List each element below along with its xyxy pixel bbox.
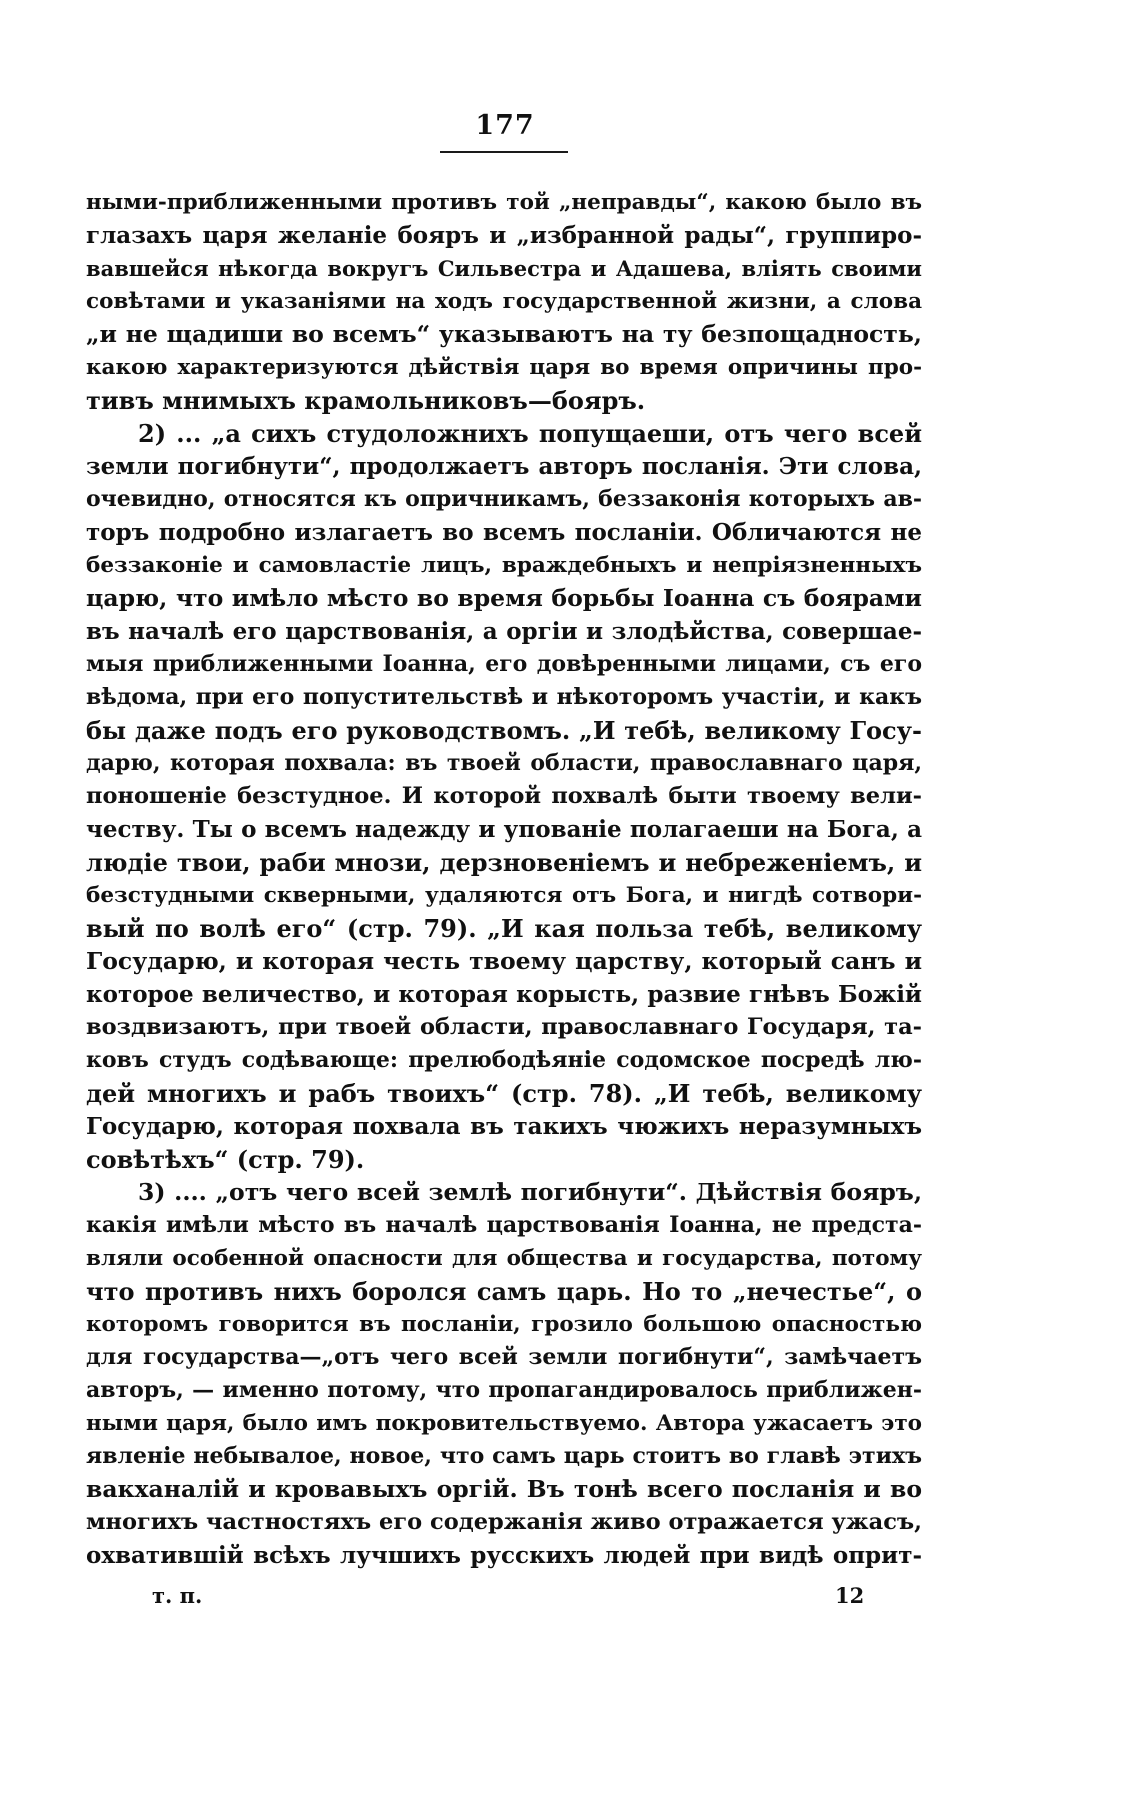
body-text	[86, 186, 922, 1572]
text-line: какія имѣли мѣсто въ началѣ царствованія Іоанна, не предста-	[86, 1212, 922, 1238]
text-line: совѣтами и указаніями на ходъ государственной жизни, а слова	[86, 289, 922, 314]
text-line: вѣдома, при его попустительствѣ и нѣкоторомъ участіи, и какъ	[86, 684, 922, 710]
text-line: авторъ, — именно потому, что пропагандировалось приближен-	[86, 1377, 922, 1403]
text-line: торъ подробно излагаетъ во всемъ посланіи. Обличаются не	[86, 519, 922, 546]
signature-mark-number: 12	[835, 1583, 865, 1608]
paragraph-end-line: тивъ мнимыхъ крамольниковъ—бояръ.	[86, 386, 646, 415]
text-line: дей многихъ и рабъ твоихъ“ (стр. 78). „И тебѣ, великому	[86, 1079, 922, 1108]
text-line: земли погибнути“, продолжаетъ авторъ посланія. Эти слова,	[86, 453, 922, 480]
text-line: вый по волѣ его“ (стр. 79). „И кая польза тебѣ, великому	[86, 914, 922, 943]
text-line: глазахъ царя желаніе бояръ и „избранной рады“, группиро-	[86, 222, 922, 249]
text-line: для государства—„отъ чего всей земли погибнути“, замѣчаетъ	[86, 1344, 922, 1370]
text-line: вляли особенной опасности для общества и государства, потому	[86, 1246, 922, 1271]
text-line: очевидно, относятся къ опричникамъ, беззаконія которыхъ ав-	[86, 486, 922, 512]
text-line: многихъ частностяхъ его содержанія живо отражается ужасъ,	[86, 1509, 922, 1535]
paragraph-start-line: 2) ... „а сихъ студоложнихъ попущаеши, отъ чего всей	[138, 419, 922, 448]
text-line: явленіе небывалое, новое, что самъ царь стоитъ во главѣ этихъ	[86, 1443, 922, 1469]
text-line: ными царя, было имъ покровительствуемо. Автора ужасаетъ это	[86, 1411, 922, 1436]
paragraph-start-line: 3) .... „отъ чего всей землѣ погибнути“. Дѣйствія бояръ,	[138, 1178, 922, 1206]
paragraph-end-line: совѣтѣхъ“ (стр. 79).	[86, 1145, 365, 1174]
text-line: Государю, которая похвала въ такихъ чюжихъ неразумныхъ	[86, 1113, 922, 1140]
text-line: какою характеризуются дѣйствія царя во время опричины про-	[86, 355, 922, 380]
text-line: Государю, и которая честь твоему царству, который санъ и	[86, 947, 922, 975]
text-line: безстудными скверными, удаляются отъ Бога, и нигдѣ сотвори-	[86, 883, 922, 908]
text-line: вакханалій и кровавыхъ оргій. Въ тонѣ всего посланія и во	[86, 1475, 922, 1503]
text-line: которомъ говорится въ посланіи, грозило большою опасностью	[86, 1312, 922, 1337]
text-line: людіе твои, раби мнози, дерзновеніемъ и небреженіемъ, и	[86, 848, 922, 877]
text-line: честву. Ты о всемъ надежду и упованіе полагаеши на Бога, а	[86, 816, 922, 843]
text-line: беззаконіе и самовластіе лицъ, враждебныхъ и непріязненныхъ	[86, 553, 922, 578]
text-line: дарю, которая похвала: въ твоей области, православнаго царя,	[86, 750, 922, 776]
header-rule	[440, 151, 568, 153]
page-number: 177	[475, 110, 535, 141]
text-line: въ началѣ его царствованія, а оргіи и злодѣйства, совершае-	[86, 618, 922, 645]
text-line: что противъ нихъ боролся самъ царь. Но то „нечестье“, о	[86, 1277, 922, 1306]
text-line: которое величество, и которая корысть, развие гнѣвъ Божій	[86, 981, 922, 1008]
text-line: вавшейся нѣкогда вокругъ Сильвестра и Адашева, вліять своими	[86, 256, 922, 281]
signature-mark-left: т. п.	[152, 1583, 203, 1608]
text-line: охватившій всѣхъ лучшихъ русскихъ людей при видѣ оприт-	[86, 1542, 922, 1569]
text-line: ными-приближенными противъ той „неправды“, какою было въ	[86, 190, 922, 215]
text-line: воздвизаютъ, при твоей области, православнаго Государя, та-	[86, 1014, 922, 1040]
text-line: „и не щадиши во всемъ“ указываютъ на ту безпощадность,	[86, 320, 922, 348]
text-line: ковъ студъ содѣвающе: прелюбодѣяніе содомское посредѣ лю-	[86, 1047, 922, 1073]
text-line: царю, что имѣло мѣсто во время борьбы Іоанна съ боярами	[86, 584, 922, 612]
text-line: поношеніе безстудное. И которой похвалѣ быти твоему вели-	[86, 783, 922, 809]
text-line: мыя приближенными Іоанна, его довѣренными лицами, съ его	[86, 651, 922, 677]
text-line: бы даже подъ его руководствомъ. „И тебѣ, великому Госу-	[86, 716, 922, 745]
